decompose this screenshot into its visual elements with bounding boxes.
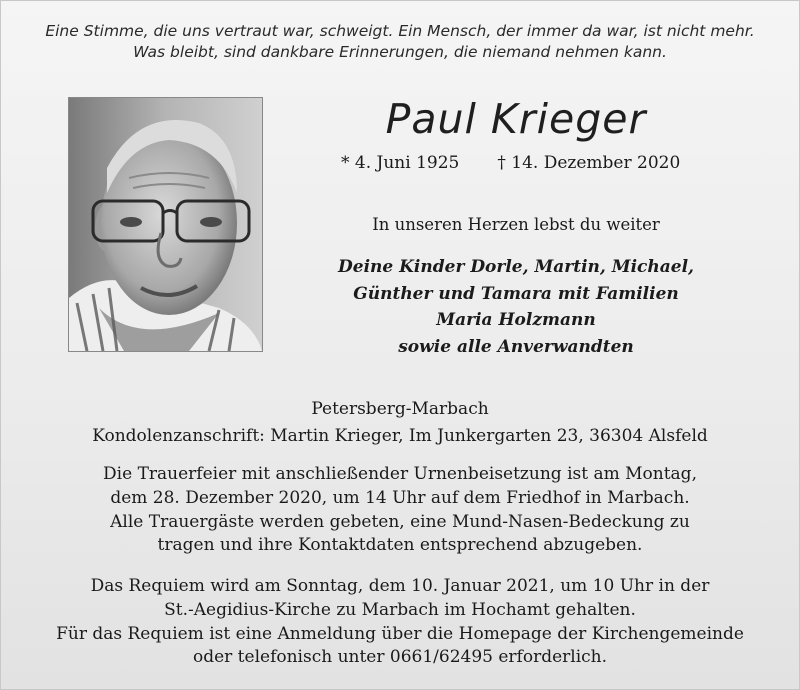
ceremony-line: Alle Trauergäste werden gebeten, eine Mund-Nasen-Bedeckung zu (110, 511, 690, 532)
requiem-info (1, 575, 799, 670)
funeral-ceremony-info (1, 463, 799, 558)
condolence-line: Kondolenzanschrift: Martin Krieger, Im Junkergarten 23, 36304 Alsfeld (92, 425, 708, 446)
ceremony-line: tragen und ihre Kontaktdaten entsprechend abzugeben. (157, 535, 643, 556)
mourners-line: Maria Holzmann (436, 310, 596, 330)
deceased-name: Paul Krieger (385, 95, 647, 143)
mourners-line: Deine Kinder Dorle, Martin, Michael, (338, 257, 694, 277)
mourners-line: sowie alle Anverwandten (398, 336, 634, 357)
memorial-quote (1, 21, 799, 63)
quote-line: Was bleibt, sind dankbare Erinnerungen, die niemand nehmen kann. (133, 43, 667, 61)
condolence-address (1, 396, 799, 449)
life-dates (341, 152, 680, 174)
requiem-line: Das Requiem wird am Sonntag, dem 10. Januar 2021, um 10 Uhr in der (90, 576, 710, 596)
ceremony-line: Die Trauerfeier mit anschließender Urnenbeisetzung ist am Montag, (103, 464, 697, 484)
ceremony-line: dem 28. Dezember 2020, um 14 Uhr auf dem Friedhof in Marbach. (110, 487, 690, 508)
mourners-list (301, 254, 731, 360)
place-name: Petersberg-Marbach (311, 399, 489, 419)
requiem-line: Für das Requiem ist eine Anmeldung über die Homepage der Kirchengemeinde (56, 623, 744, 644)
memorial-motto: In unseren Herzen lebst du weiter (372, 215, 660, 234)
death-date: † 14. Dezember 2020 (497, 153, 681, 173)
birth-date: * 4. Juni 1925 (341, 153, 460, 173)
requiem-line: St.-Aegidius-Kirche zu Marbach im Hochamt gehalten. (164, 599, 636, 620)
quote-line: Eine Stimme, die uns vertraut war, schweigt. Ein Mensch, der immer da war, ist nicht mehr. (45, 22, 755, 40)
portrait-photo (69, 98, 262, 351)
requiem-line: oder telefonisch unter 0661/62495 erforderlich. (192, 647, 608, 668)
mourners-line: Günther und Tamara mit Familien (353, 283, 679, 304)
portrait-illustration (69, 98, 262, 351)
